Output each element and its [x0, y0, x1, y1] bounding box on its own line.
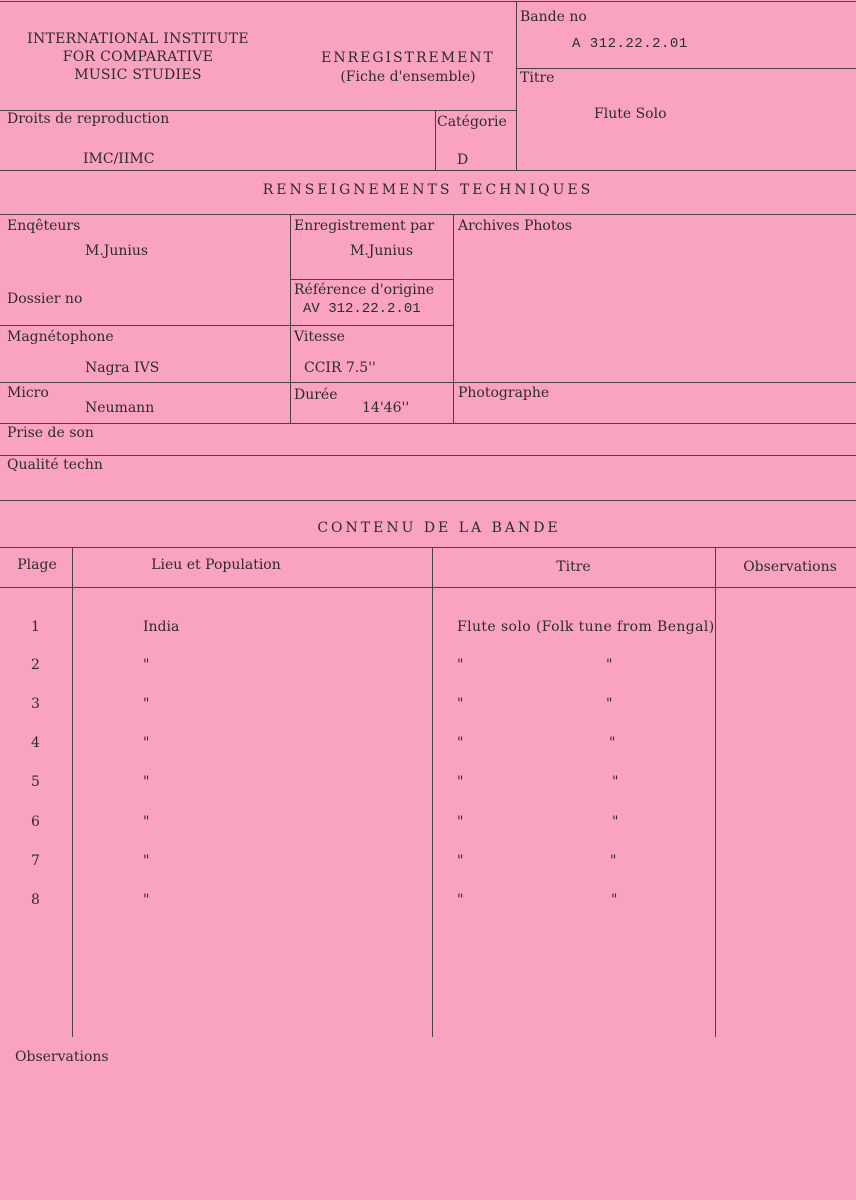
row-titre-ditto-b: " — [610, 853, 617, 869]
rule-row-dossier-bottom — [0, 325, 453, 326]
row-plage: 1 — [31, 619, 40, 635]
vitesse-value: CCIR 7.5'' — [304, 360, 376, 376]
row-titre-ditto-b: " — [612, 814, 619, 830]
rule-row-micro-bottom — [0, 423, 856, 424]
row-titre-ditto-a: " — [457, 892, 464, 908]
rule-qualite-bottom — [0, 500, 856, 501]
prise-de-son-label: Prise de son — [7, 425, 94, 441]
tech-heading: RENSEIGNEMENTS TECHNIQUES — [262, 182, 594, 198]
row-titre-ditto-a: " — [457, 853, 464, 869]
row-titre-ditto-b: " — [606, 696, 613, 712]
row-lieu: " — [143, 853, 150, 869]
rule-bande-bottom — [516, 68, 856, 69]
rule-contenu-col1 — [72, 547, 73, 1037]
column-header-titre: Titre — [556, 559, 591, 575]
vitesse-label: Vitesse — [294, 329, 345, 345]
micro-value: Neumann — [85, 400, 155, 416]
row-lieu: " — [143, 774, 150, 790]
row-lieu: " — [143, 814, 150, 830]
droits-value: IMC/IIMC — [83, 151, 155, 167]
rule-enreg-bottom — [290, 279, 453, 280]
categorie-label: Catégorie — [437, 114, 507, 130]
row-plage: 3 — [31, 696, 40, 712]
qualite-label: Qualité techn — [7, 457, 103, 473]
enqueteurs-label: Enqêteurs — [7, 218, 81, 234]
row-titre-ditto-b: " — [609, 735, 616, 751]
categorie-value: D — [457, 152, 469, 168]
rule-top — [0, 1, 856, 2]
row-titre-ditto-a: " — [457, 774, 464, 790]
enregistrement-par-label: Enregistrement par — [294, 218, 435, 234]
row-plage: 4 — [31, 735, 40, 751]
dossier-label: Dossier no — [7, 291, 83, 307]
rule-bande-left — [516, 1, 517, 171]
form-subtitle: (Fiche d'ensemble) — [340, 69, 476, 85]
column-header-lieu: Lieu et Population — [151, 557, 281, 573]
reference-label: Référence d'origine — [294, 282, 435, 298]
rule-top-section-bottom — [0, 170, 856, 171]
row-titre-ditto-a: " — [457, 696, 464, 712]
row-lieu: India — [143, 619, 180, 635]
droits-label: Droits de reproduction — [7, 111, 170, 127]
row-lieu: " — [143, 735, 150, 751]
reference-value: AV 312.22.2.01 — [303, 301, 421, 317]
row-titre-ditto-a: " — [457, 735, 464, 751]
row-titre: Flute solo (Folk tune from Bengal) — [457, 619, 715, 635]
institute-line-3: MUSIC STUDIES — [74, 67, 202, 83]
institute-name — [0, 32, 276, 82]
enregistrement-par-value: M.Junius — [350, 243, 414, 259]
rule-contenu-col3 — [715, 547, 716, 1037]
duree-value: 14'46'' — [362, 400, 410, 416]
archives-photos-label: Archives Photos — [458, 218, 573, 234]
magnetophone-label: Magnétophone — [7, 329, 114, 345]
column-header-plage: Plage — [17, 557, 57, 573]
institute-line-1: INTERNATIONAL INSTITUTE — [27, 31, 249, 47]
column-header-observations: Observations — [743, 559, 837, 575]
rule-tech-top — [0, 214, 856, 215]
row-plage: 2 — [31, 657, 40, 673]
rule-contenu-top — [0, 547, 856, 548]
row-plage: 6 — [31, 814, 40, 830]
row-titre-ditto-b: " — [612, 774, 619, 790]
row-plage: 7 — [31, 853, 40, 869]
rule-contenu-col2 — [432, 547, 433, 1037]
institute-line-2: FOR COMPARATIVE — [62, 49, 214, 65]
form-title: ENREGISTREMENT — [321, 50, 495, 66]
row-plage: 8 — [31, 892, 40, 908]
rule-categorie-left — [435, 110, 436, 170]
row-plage: 5 — [31, 774, 40, 790]
row-titre-ditto-a: " — [457, 814, 464, 830]
rule-tech-col1 — [290, 214, 291, 424]
rule-contenu-header-bottom — [0, 587, 856, 588]
micro-label: Micro — [7, 385, 49, 401]
rule-tech-col2 — [453, 214, 454, 424]
contenu-heading: CONTENU DE LA BANDE — [317, 520, 561, 536]
observations-label: Observations — [15, 1049, 109, 1065]
duree-label: Durée — [294, 387, 338, 403]
row-lieu: " — [143, 696, 150, 712]
rule-row-magneto-bottom — [0, 382, 856, 383]
row-titre-ditto-b: " — [611, 892, 618, 908]
bande-label: Bande no — [520, 9, 587, 25]
bande-value: A 312.22.2.01 — [572, 36, 688, 52]
rule-prise-bottom — [0, 455, 856, 456]
row-lieu: " — [143, 657, 150, 673]
magnetophone-value: Nagra IVS — [85, 360, 160, 376]
row-titre-ditto-b: " — [606, 657, 613, 673]
titre-label: Titre — [520, 70, 555, 86]
enqueteurs-value: M.Junius — [85, 243, 149, 259]
titre-value: Flute Solo — [594, 106, 667, 122]
row-titre-ditto-a: " — [457, 657, 464, 673]
photographe-label: Photographe — [458, 385, 550, 401]
row-lieu: " — [143, 892, 150, 908]
